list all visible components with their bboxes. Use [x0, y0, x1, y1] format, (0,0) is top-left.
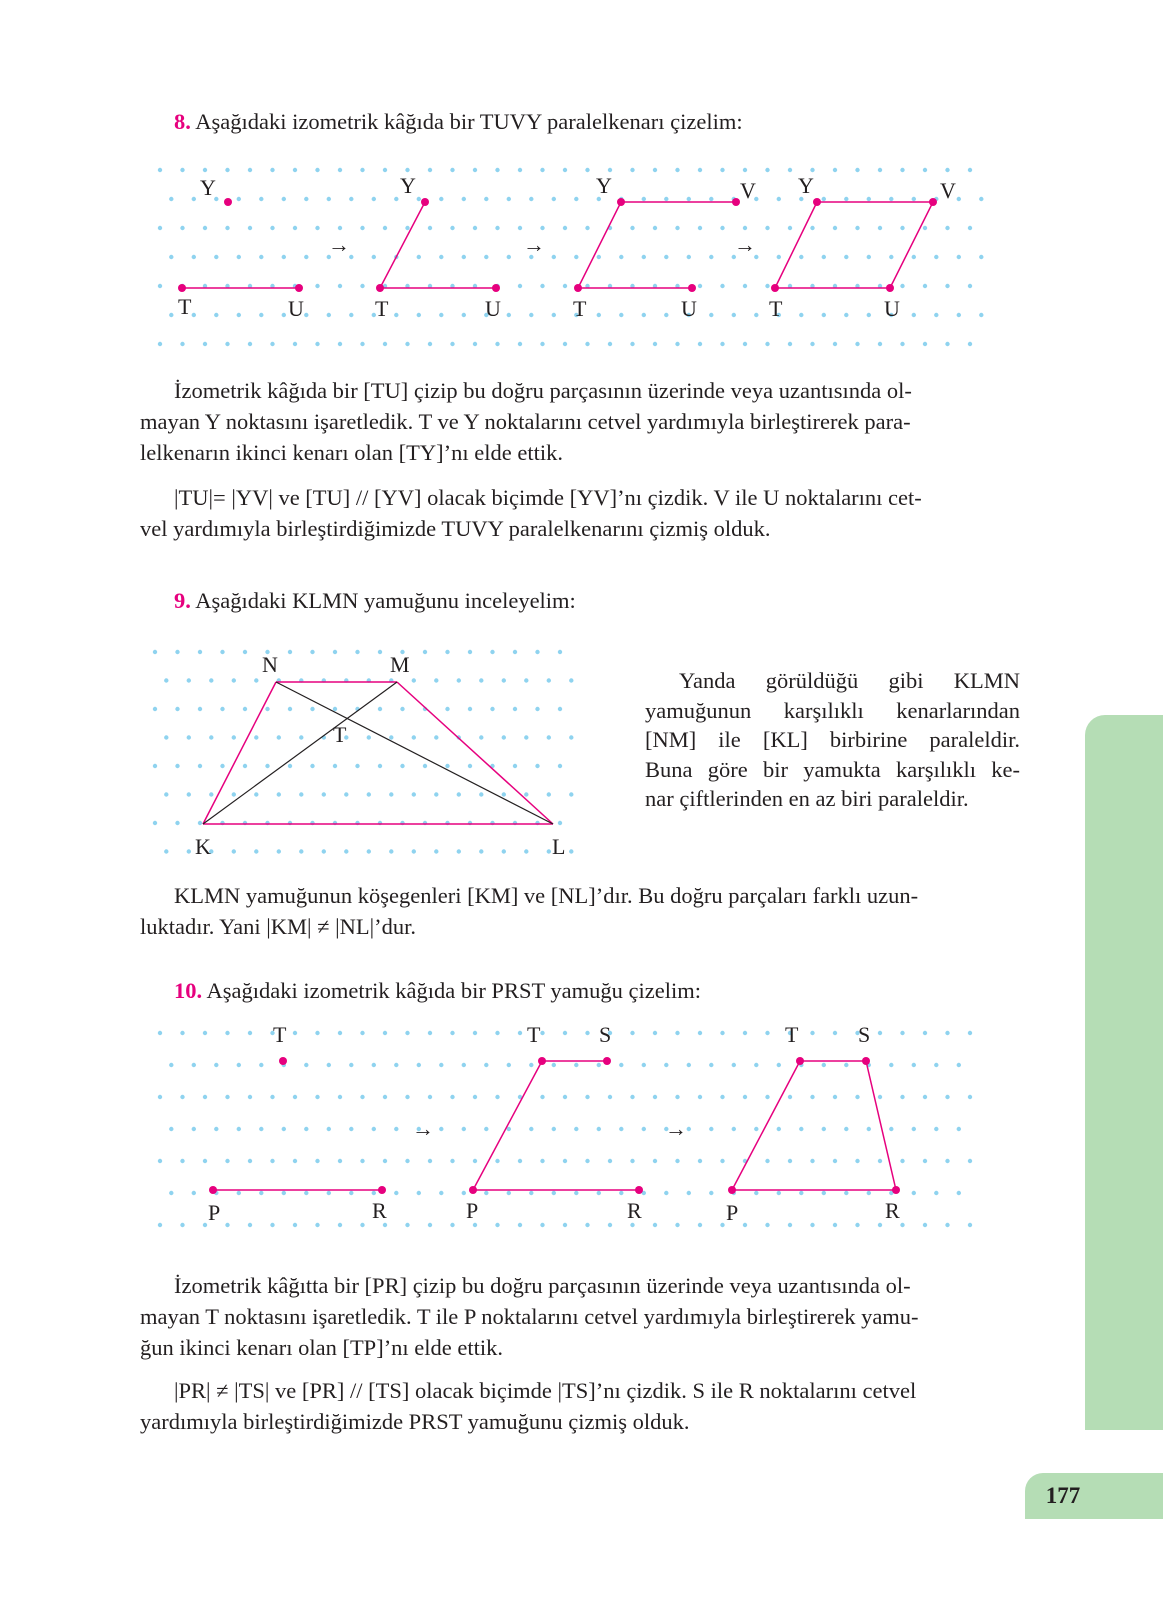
text-line: İzometrik kâğıda bir [TU] çizip bu doğru parçasının üzerinde veya uzantısında ol- — [174, 378, 912, 403]
arrow-icon: → — [523, 232, 545, 257]
section-8-paragraph-1 — [140, 375, 1020, 468]
label-K: K — [195, 834, 211, 859]
text-line: İzometrik kâğıtta bir [PR] çizip bu doğru parçasının üzerinde veya uzantısında ol- — [174, 1273, 911, 1298]
trapezoid-construction-figure — [150, 1015, 1010, 1230]
panel-3 — [726, 1022, 900, 1225]
label-R: R — [372, 1198, 387, 1223]
label-U: U — [884, 296, 900, 321]
section-9-paragraph — [140, 880, 1020, 942]
label-U: U — [288, 296, 304, 321]
section-9-side-text — [645, 666, 1020, 814]
section-8-heading — [174, 107, 743, 137]
diagonal-KM — [203, 682, 397, 824]
text-line: lelkenarın ikinci kenarı olan [TY]’nı elde ettik. — [140, 440, 563, 465]
text-line: nar çiftlerinden en az biri paraleldir. — [645, 786, 969, 811]
parallelogram-construction-figure — [130, 160, 1020, 360]
label-T: T — [573, 296, 587, 321]
panel-4 — [769, 173, 956, 321]
text-line: ğun ikinci kenarı olan [TP]’nı elde ettik. — [140, 1335, 504, 1360]
section-10-number: 10. — [174, 978, 203, 1003]
text-line: |PR| ≠ |TS| ve [PR] // [TS] olacak biçimde |TS]’nı çizdik. S ile R noktalarını cetvel — [174, 1378, 917, 1403]
section-8-paragraph-2 — [140, 482, 1020, 544]
arrow-icon: → — [734, 232, 756, 257]
text-line: yardımıyla birleştirdiğimizde PRST yamuğunu çizmiş olduk. — [140, 1409, 690, 1434]
page-number: 177 — [1045, 1483, 1081, 1508]
label-M: M — [390, 652, 410, 677]
arrow-icon: → — [328, 232, 350, 257]
label-S: S — [858, 1022, 871, 1047]
section-9-title: Aşağıdaki KLMN yamuğunu inceleyelim: — [195, 588, 576, 613]
label-T: T — [178, 294, 192, 319]
text-line: |TU|= |YV| ve [TU] // [YV] olacak biçimde [YV]’nı çizdik. V ile U noktalarını cet- — [174, 485, 922, 510]
label-T: T — [527, 1022, 541, 1047]
text-line: mayan Y noktasını işaretledik. T ve Y noktalarını cetvel yardımıyla birleştirerek para- — [140, 409, 911, 434]
label-Y: Y — [798, 173, 814, 198]
label-Y: Y — [400, 173, 416, 198]
isometric-dot-grid — [158, 168, 984, 346]
label-V: V — [740, 178, 756, 203]
label-U: U — [681, 296, 697, 321]
label-P: P — [208, 1200, 221, 1225]
label-L: L — [552, 834, 566, 859]
label-R: R — [885, 1198, 900, 1223]
arrow-icon: → — [412, 1116, 434, 1141]
label-T: T — [375, 296, 389, 321]
arrow-icon: → — [665, 1116, 687, 1141]
side-tab — [1085, 715, 1163, 1430]
section-8-title: Aşağıdaki izometrik kâğıda bir TUVY paralelkenarı çizelim: — [195, 109, 743, 134]
panel-1 — [178, 175, 304, 321]
text-line: mayan T noktasını işaretledik. T ile P noktalarını cetvel yardımıyla birleştirerek yamu- — [140, 1304, 919, 1329]
isometric-dot-grid — [153, 650, 574, 854]
label-P: P — [726, 1200, 739, 1225]
panel-3 — [573, 173, 756, 321]
label-P: P — [466, 1198, 479, 1223]
label-T: T — [785, 1022, 799, 1047]
section-8-number: 8. — [174, 109, 191, 134]
label-T: T — [333, 722, 347, 747]
text-line: [NM] ile [KL] birbirine paraleldir. — [645, 727, 1020, 752]
text-line: Yanda görüldüğü gibi KLMN — [679, 668, 1020, 693]
trapezoid-KLMN-figure — [150, 640, 610, 870]
section-9-heading — [174, 586, 576, 616]
panel-1 — [208, 1022, 387, 1225]
label-T: T — [273, 1022, 287, 1047]
section-10-paragraph-1 — [140, 1270, 1020, 1363]
text-line: Buna göre bir yamukta karşılıklı ke- — [645, 756, 1020, 782]
label-S: S — [599, 1022, 612, 1047]
text-line: vel yardımıyla birleştirdiğimizde TUVY paralelkenarını çizmiş olduk. — [140, 516, 771, 541]
text-line: KLMN yamuğunun köşegenleri [KM] ve [NL]’dır. Bu doğru parçaları farklı uzun- — [174, 883, 919, 908]
section-9-number: 9. — [174, 588, 191, 613]
section-10-title: Aşağıdaki izometrik kâğıda bir PRST yamuğu çizelim: — [206, 978, 702, 1003]
diagonal-NL — [276, 682, 553, 824]
text-line: yamuğunun karşılıklı kenarlarından — [645, 697, 1020, 723]
section-10-heading — [174, 976, 701, 1006]
label-T: T — [769, 296, 783, 321]
label-R: R — [627, 1198, 642, 1223]
label-V: V — [940, 178, 956, 203]
panel-2 — [375, 173, 501, 321]
label-N: N — [262, 652, 278, 677]
section-10-paragraph-2 — [140, 1375, 1020, 1437]
label-Y: Y — [200, 175, 216, 200]
label-U: U — [485, 296, 501, 321]
label-Y: Y — [596, 173, 612, 198]
text-line: luktadır. Yani |KM| ≠ |NL|’dur. — [140, 914, 416, 939]
